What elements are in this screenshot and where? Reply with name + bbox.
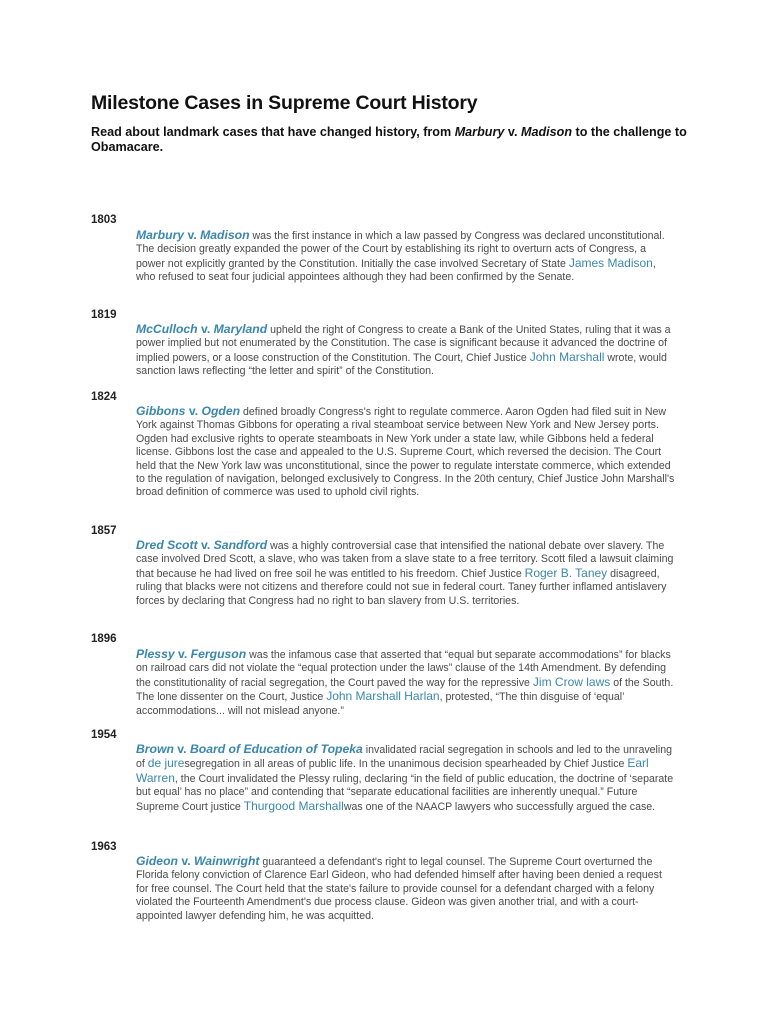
- year-1857: 1857: [91, 525, 117, 537]
- link-roger-b-taney[interactable]: Roger B. Taney: [524, 565, 608, 580]
- case-name-link[interactable]: Gideon v. Wainwright: [136, 854, 260, 868]
- case-name-link[interactable]: McCulloch v. Maryland: [136, 322, 268, 336]
- year-1819: 1819: [91, 309, 117, 321]
- case-name-link[interactable]: Gibbons v. Ogden: [136, 404, 241, 418]
- case-name-link[interactable]: Dred Scott v. Sandford: [136, 538, 268, 552]
- year-1896: 1896: [91, 633, 117, 645]
- link-john-marshall-harlan[interactable]: John Marshall Harlan: [326, 689, 440, 704]
- case-name-link[interactable]: Plessy v. Ferguson: [136, 647, 247, 661]
- case-entry-gideon: Gideon v. Wainwright guaranteed a defendant's right to legal counsel. The Supreme Court overturned the Florida felony conviction of Clarence Earl Gideon, who had defended himself after having been denied a request for free counsel. The Court held that the state's failure to provide counsel for a defendant charged with a felony violated the Fourteenth Amendment's due process clause. Gideon was given another trial, and with a court-appointed lawyer defending him, he was acquitted.: [136, 854, 662, 922]
- page-subtitle: Read about landmark cases that have changed history, from Marbury v. Madison to the challenge to Obamacare.: [91, 125, 687, 154]
- case-entry-brown: Brown v. Board of Education of Topeka invalidated racial segregation in schools and led to the unraveling of de juresegregation in all areas of public life. In the unanimous decision spearheaded by Chief Justice Earl Warren, the Court invalidated the Plessy ruling, declaring “in the field of public education, the doctrine of ‘separate but equal’ has no place” and contending that “separate educational facilities are inherently unequal.” Future Supreme Court justice Thurgood Marshallwas one of the NAACP lawyers who successfully argued the case.: [136, 742, 674, 813]
- link-de-jure[interactable]: de jure: [147, 756, 185, 771]
- case-entry-gibbons: Gibbons v. Ogden defined broadly Congress's right to regulate commerce. Aaron Ogden had filed suit in New York against Thomas Gibbons for operating a rival steamboat service between New York and New Jersey ports. Ogden had exclusive rights to operate steamboats in New York under a state law, while Gibbons held a federal license. Gibbons lost the case and appealed to the U.S. Supreme Court, which reversed the decision. The Court held that the New York law was unconstitutional, since the power to regulate interstate commerce, which extended to the regulation of navigation, belonged exclusively to Congress. In the 20th century, Chief Justice John Marshall's broad definition of commerce was used to uphold civil rights.: [136, 404, 675, 499]
- case-entry-marbury: Marbury v. Madison was the first instance in which a law passed by Congress was declared unconstitutional. The decision greatly expanded the power of the Court by establishing its right to overturn acts of Congress, a power not explicitly granted by the Constitution. Initially the case involved Secretary of State James Madison, who refused to seat four judicial appointees although they had been confirmed by the Senate.: [136, 228, 665, 284]
- link-earl-warren[interactable]: Earl Warren: [136, 756, 649, 785]
- case-name-link[interactable]: Marbury v. Madison: [136, 228, 250, 242]
- year-1824: 1824: [91, 391, 117, 403]
- case-entry-mcculloch: McCulloch v. Maryland upheld the right of Congress to create a Bank of the United States, ruling that it was a power implied but not enumerated by the Constitution. The case is significant because it advanced the doctrine of implied powers, or a loose construction of the Constitution. The Court, Chief Justice John Marshall wrote, would sanction laws reflecting “the letter and spirit” of the Constitution.: [136, 322, 671, 378]
- year-1954: 1954: [91, 729, 117, 741]
- year-1963: 1963: [91, 841, 117, 853]
- link-thurgood-marshall[interactable]: Thurgood Marshall: [243, 798, 344, 813]
- link-james-madison[interactable]: James Madison: [568, 255, 653, 270]
- year-1803: 1803: [91, 214, 117, 226]
- case-entry-dred-scott: Dred Scott v. Sandford was a highly controversial case that intensified the national debate over slavery. The case involved Dred Scott, a slave, who was taken from a slave state to a free territory. Scott filed a lawsuit claiming that because he had lived on free soil he was entitled to his freedom. Chief Justice Roger B. Taney disagreed, ruling that blacks were not citizens and therefore could not sue in federal court. Taney further inflamed antislavery forces by declaring that Congress had no right to ban slavery from U.S. territories.: [136, 538, 674, 607]
- link-john-marshall[interactable]: John Marshall: [529, 349, 605, 364]
- page-title: Milestone Cases in Supreme Court History: [91, 92, 478, 114]
- case-entry-plessy: Plessy v. Ferguson was the infamous case that asserted that “equal but separate accommodations” for blacks on railroad cars did not violate the “equal protection under the laws” clause of the 14th Amendment. By defending the constitutionality of racial segregation, the Court paved the way for the repressive Jim Crow laws of the South. The lone dissenter on the Court, Justice John Marshall Harlan, protested, “The thin disguise of ‘equal’ accommodations... will not mislead anyone.”: [136, 647, 674, 717]
- link-jim-crow-laws[interactable]: Jim Crow laws: [532, 674, 611, 689]
- case-name-link[interactable]: Brown v. Board of Education of Topeka: [136, 742, 363, 756]
